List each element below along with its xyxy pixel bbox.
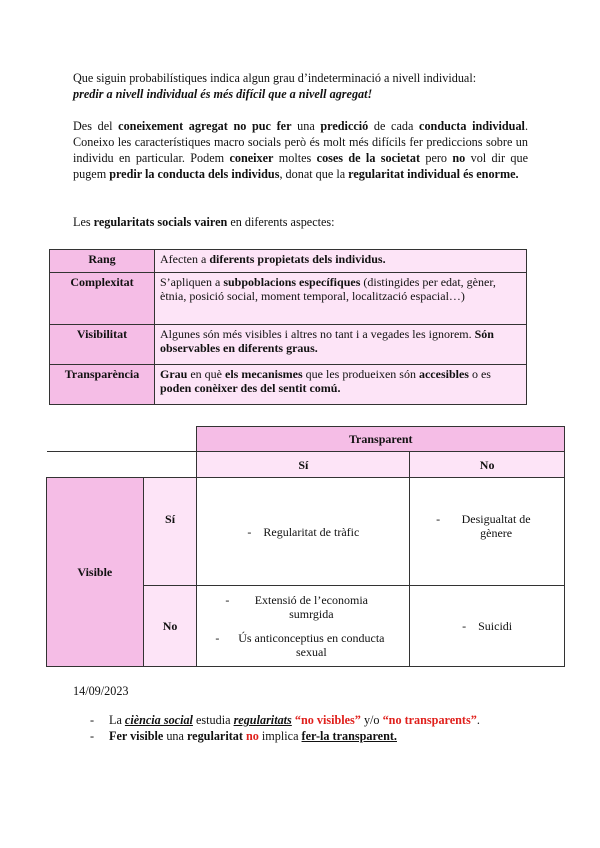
aggregate-knowledge-paragraph: Des del coneixement agregat no puc fer una predicció de cada conducta individual. Coneixo les característiques macro socials però és molt més difícils fer prediccions sobre un individu en particular. Podem coneixer moltes coses de la societat pero no vol dir que pugem predir la conducta dels individus, donat que la regularitat individual és enorme. (73, 119, 529, 181)
visible-yes-header: Sí (143, 478, 197, 586)
aspect-name: Rang (50, 250, 155, 273)
notes-list (90, 712, 560, 744)
matrix-cell: - Regularitat de tràfic (197, 478, 410, 586)
transparent-yes-header: Sí (197, 452, 410, 478)
intro-line: Que siguin probabilístiques indica algun grau d’indeterminació a nivell individual: (73, 71, 477, 85)
table-row (50, 365, 527, 405)
list-item: - La ciència social estudia regularitats “no visibles” y/o “no transparents”. (90, 713, 480, 727)
aspects-intro: Les regularitats socials vairen en diferents aspectes: (73, 215, 335, 229)
matrix-cell: - Extensió de l’economia sumrgida - Ús anticonceptius en conducta sexual (197, 586, 410, 667)
transparent-no-header: No (410, 452, 565, 478)
table-row (50, 250, 527, 273)
table-row (47, 452, 565, 478)
aspect-name: Visibilitat (50, 325, 155, 365)
table-row (47, 427, 565, 452)
list-item: - Fer visible una regularitat no implica fer-la transparent. (90, 729, 397, 743)
table-row (47, 478, 565, 586)
visibility-transparency-matrix (46, 426, 565, 667)
transparent-header: Transparent (197, 427, 565, 452)
aspect-description: Grau en què els mecanismes que les produeixen són accesibles o es poden conèixer des del sentit comú. (155, 365, 527, 405)
table-row (50, 273, 527, 325)
aspect-name: Complexitat (50, 273, 155, 325)
aspect-description: Afecten a diferents propietats dels individus. (155, 250, 527, 273)
aspect-name: Transparència (50, 365, 155, 405)
aspects-table (49, 249, 527, 405)
table-row (50, 325, 527, 365)
aspect-description: Algunes són més visibles i altres no tant i a vegades les ignorem. Són observables en diferents graus. (155, 325, 527, 365)
date: 14/09/2023 (73, 684, 129, 698)
intro-paragraph (73, 70, 528, 102)
intro-emphasis: predir a nivell individual és més difícil que a nivell agregat! (73, 87, 373, 101)
aspect-description: S’apliquen a subpoblacions específiques (distingides per edat, gèner, ètnia, posició social, moment temporal, localització espacial…) (155, 273, 527, 325)
visible-no-header: No (143, 586, 197, 667)
matrix-cell: - Suicidi (410, 586, 565, 667)
visible-header: Visible (47, 478, 144, 667)
matrix-cell: - Desigualtat de gènere (410, 478, 565, 586)
